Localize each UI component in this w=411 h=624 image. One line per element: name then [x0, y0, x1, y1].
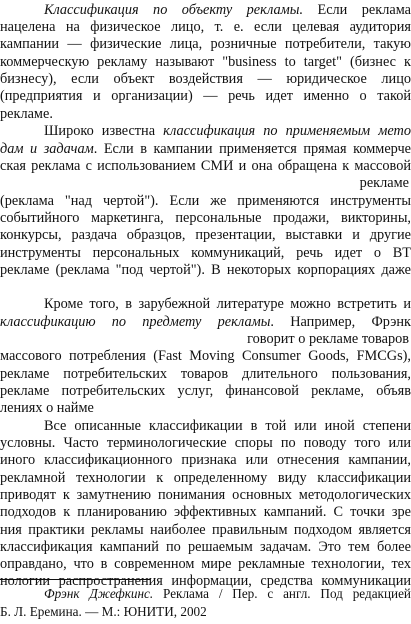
p4-line-6: подходов к планированию эффективных кампаний. С точки зре: [0, 504, 411, 520]
p3-line-2: классификацию по предмету рекламы. Например, Фрэнк: [0, 314, 411, 330]
p2-line-8: инструменты персональных коммуникаций, речь идет о BT: [0, 245, 411, 261]
p4-line-5: приводят к замутнению понимания основных методологических: [0, 487, 411, 503]
p1-line-2: нацелена на физическое лицо, т. е. если целевая аудитория: [0, 19, 411, 35]
p4-line-2: условны. Часто терминологические споры по поводу того или: [0, 435, 411, 451]
p4-line-7: ния практики рекламы наиболее правильным подходом является: [0, 522, 411, 538]
p4-line-8: классификация кампаний по решаемым задачам. Это тем более: [0, 539, 411, 555]
p2-line-2: дам и задачам. Если в кампании применяется прямая коммерче: [0, 141, 411, 157]
p1-line-6: (предприятия и организации) — речь идет именно о такой: [0, 88, 411, 104]
p1-term: Классификация по объекту рекламы.: [44, 2, 304, 18]
p3-line-1: Кроме того, в зарубежной литературе можно встретить и: [44, 296, 411, 312]
p2-line-5: (реклама "над чертой"). Если же применяются инструменты: [0, 193, 411, 209]
p3-line-7: лениях о найме: [0, 400, 94, 416]
p1-line-5: бизнесу), если объект воздействия — юридическое лицо: [0, 71, 411, 87]
footnote-author: Фрэнк Джефкинс.: [44, 586, 154, 601]
p3-line-3: говорит о рекламе товаров: [247, 331, 409, 347]
p2-term-cont: дам и задачам: [0, 141, 94, 157]
p1-line-7: рекламе.: [0, 106, 53, 122]
p2-line-1: Широко известна классификация по применяемым мето: [44, 123, 411, 139]
p2-line-6: событийного маркетинга, персональные продажи, викторины,: [0, 210, 411, 226]
p4-line-9: оправдано, что в современном мире рекламные технологии, тех: [0, 556, 411, 572]
footnote-line-2: Б. Л. Еремина. — М.: ЮНИТИ, 2002: [0, 604, 207, 619]
p2-term: классификация по применяемым мето: [163, 123, 411, 139]
p2-line-7: конкурсы, раздача образцов, презентации, выставки и другие: [0, 227, 411, 243]
footnote-line-1: Фрэнк Джефкинс. Реклама / Пер. с англ. Под редакцией: [44, 586, 411, 601]
p4-line-3: иного классификационного признака или отнесения кампании,: [0, 452, 411, 468]
p2-line-3: ская реклама с использованием СМИ и она обращена к массовой: [0, 158, 411, 174]
p2-line-4: рекламе: [359, 175, 409, 191]
p2-line-9: рекламе (реклама "под чертой"). В некоторых корпорациях даже: [0, 262, 411, 278]
p3-term: классификацию по предмету рекламы: [0, 314, 271, 330]
p4-line-4: рекламной технологии к определенному виду классификации: [0, 470, 411, 486]
footnote-divider: [0, 579, 150, 580]
p1-line-4: коммерческую рекламу называют "business to target" (бизнес к: [0, 54, 411, 70]
p3-line-6: рекламе потребительских услуг, финансовой рекламе, объяв: [0, 383, 411, 399]
p4-line-10: нологии распространения информации, средства коммуникации: [0, 573, 411, 589]
p1-line-3: кампании — физические лица, розничные потребители, такую: [0, 36, 411, 52]
p4-line-1: Все описанные классификации в той или иной степени: [44, 418, 411, 434]
p1-line-1: Классификация по объекту рекламы. Если реклама: [44, 2, 411, 18]
p3-line-5: рекламе потребительских товаров длительного пользования,: [0, 366, 411, 382]
p3-line-4: массового потребления (Fast Moving Consumer Goods, FMCGs),: [0, 348, 411, 364]
